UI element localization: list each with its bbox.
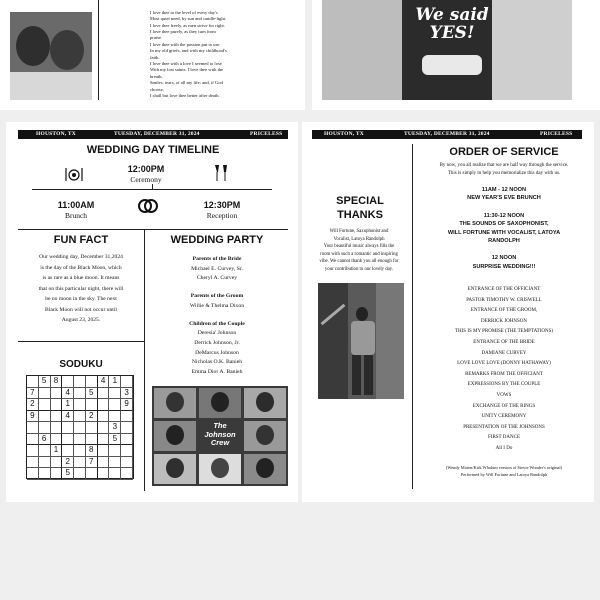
service-item: ENTRANCE OF THE OFFICIANT xyxy=(467,287,541,292)
sudoku-cell: 1 xyxy=(51,445,63,457)
sudoku-cell xyxy=(86,434,98,446)
service-item: EXPRESSIONS BY THE COUPLE xyxy=(467,382,541,388)
sudoku-cell xyxy=(74,445,86,457)
sudoku-title: SODUKU xyxy=(59,359,103,370)
sudoku-cell xyxy=(74,457,86,469)
service-item: THIS IS MY PROMISE (THE TEMPTATIONS) xyxy=(454,329,554,335)
sudoku-cell xyxy=(86,422,98,434)
service-item: ENTRANCE OF THE GROOM, xyxy=(470,308,538,314)
group-heading: Children of the Couple xyxy=(189,320,245,327)
timeline-label-reception: Reception xyxy=(206,211,238,220)
sudoku-cell xyxy=(98,388,110,400)
timeline-title: WEDDING DAY TIMELINE xyxy=(86,144,220,156)
service-item: FIRST DANCE xyxy=(488,435,520,441)
sudoku-cell xyxy=(51,468,63,480)
sudoku-cell: 2 xyxy=(86,411,98,423)
couple-photo xyxy=(10,12,92,100)
sudoku-cell xyxy=(51,399,63,411)
sudoku-cell xyxy=(86,399,98,411)
timeline-label-brunch: Brunch xyxy=(64,211,88,220)
timeline-time-ceremony: 12:00PM xyxy=(127,164,165,174)
top-left-page xyxy=(0,0,305,110)
timeline-tick xyxy=(152,184,153,190)
service-item: PRESENTATION OF THE JOHNSONS xyxy=(463,424,545,430)
sudoku-cell xyxy=(121,457,133,469)
we-said-yes-photo xyxy=(322,0,572,100)
sudoku-cell xyxy=(51,457,63,469)
sudoku-cell: 7 xyxy=(27,388,39,400)
masthead: HOUSTON, TX TUESDAY, DECEMBER 31, 2024 PRICELESS xyxy=(312,130,582,139)
sudoku-cell xyxy=(74,376,86,388)
poem-text: I love thee to the level of every day's Most quiet need, by sun and candle-light. I love thee freely, as men strive for right. I love thee purely, as they turn from praise. I love thee with the passion put to use In my old griefs, and with my childhood's faith. I love thee with a love I seemed to lose With my lost saints. I love thee with the breath, Smiles, tears, of all my life; and, if God choose, I shall but love thee better after death. xyxy=(150,9,227,99)
sudoku-cell xyxy=(74,388,86,400)
rings-icon xyxy=(136,196,160,214)
service-item: VOWS xyxy=(496,392,512,398)
saxophonist-photo xyxy=(318,283,404,399)
sudoku-cell xyxy=(74,411,86,423)
timeline-time-reception: 12:30PM xyxy=(203,200,241,210)
sudoku-cell xyxy=(39,422,51,434)
crew-label: The Johnson Crew xyxy=(204,421,236,447)
fun-fact-text: Our wedding day, December 31,2024 is the day of the Black Moon, which is as rare as a blue moon. It means that on this particular night, there will be no moon in the sky. The next Black Moon will not occur until August 23, 2025. xyxy=(38,254,124,323)
service-item: All I Do xyxy=(495,445,513,451)
service-item: DAMIANE CURVEY xyxy=(481,350,527,356)
sudoku-cell: 5 xyxy=(39,376,51,388)
sudoku-cell xyxy=(62,422,74,434)
sudoku-cell xyxy=(27,445,39,457)
sudoku-cell xyxy=(74,399,86,411)
column-divider xyxy=(144,229,145,491)
sudoku-cell xyxy=(51,434,63,446)
sudoku-cell xyxy=(39,388,51,400)
sudoku-cell xyxy=(86,468,98,480)
column-divider xyxy=(98,0,99,100)
sudoku-cell xyxy=(121,445,133,457)
special-thanks-text: Will Fortune, Saxophonist and Vocalist, Latoya Randolph Your beautiful music always fills the room with such a romantic and inspiring vibe. We cannot thank you all enough for your contribution to our lovely day. xyxy=(319,229,399,272)
sudoku-cell xyxy=(62,434,74,446)
sudoku-cell xyxy=(121,411,133,423)
dining-icon xyxy=(64,166,84,182)
sudoku-cell xyxy=(109,457,121,469)
service-item: DERRICK JOHNSON xyxy=(481,318,527,324)
right-page xyxy=(302,122,594,502)
sudoku-cell: 3 xyxy=(121,388,133,400)
sudoku-cell xyxy=(98,468,110,480)
fun-fact-title: FUN FACT xyxy=(53,234,109,246)
sudoku-cell xyxy=(62,445,74,457)
service-item: ENTRANCE OF THE BRIDE xyxy=(473,339,535,345)
sudoku-cell xyxy=(74,434,86,446)
sudoku-cell xyxy=(98,457,110,469)
sudoku-cell xyxy=(51,388,63,400)
service-item: LOVE LOVE LOVE (DONNY HATHAWAY) xyxy=(457,361,551,367)
sudoku-cell xyxy=(62,376,74,388)
timeline-time-brunch: 11:00AM xyxy=(57,200,95,210)
sudoku-cell: 3 xyxy=(109,422,121,434)
sudoku-cell xyxy=(121,376,133,388)
sudoku-cell xyxy=(109,411,121,423)
timeline-label-ceremony: Ceremony xyxy=(130,175,162,184)
sudoku-cell xyxy=(109,445,121,457)
sudoku-cell xyxy=(39,445,51,457)
sudoku-cell xyxy=(27,434,39,446)
sudoku-cell: 9 xyxy=(27,411,39,423)
group-heading: Parents of the Bride xyxy=(192,256,242,262)
sudoku-cell xyxy=(121,468,133,480)
sudoku-cell: 4 xyxy=(62,411,74,423)
top-right-page xyxy=(312,0,600,110)
sudoku-cell xyxy=(98,399,110,411)
wedding-party-list: Parents of the Bride Michael E. Curvey, Sr. Cheryl A. Curvey Parents of the Groom Willie & Thelma Dixon Children of the Couple Deresia' Johnson Derrick Johnson, Jr. DeMarcus Johnson Nicholas O.K. Banieh Emma Dior A. Banieh xyxy=(146,255,288,378)
sudoku-cell xyxy=(39,411,51,423)
sudoku-cell xyxy=(121,434,133,446)
sudoku-cell: 2 xyxy=(62,457,74,469)
group-heading: Parents of the Groom xyxy=(190,293,244,300)
sudoku-cell xyxy=(27,457,39,469)
column-divider xyxy=(412,144,413,489)
sudoku-cell xyxy=(109,468,121,480)
sudoku-cell: 5 xyxy=(86,388,98,400)
sudoku-grid xyxy=(26,375,134,479)
left-page xyxy=(6,122,298,502)
sudoku-cell: 5 xyxy=(109,434,121,446)
masthead: HOUSTON, TX TUESDAY, DECEMBER 31, 2024 PRICELESS xyxy=(18,130,288,139)
champagne-icon xyxy=(212,163,230,183)
sudoku-cell xyxy=(98,422,110,434)
service-item: REMARKS FROM THE OFFICIANT xyxy=(465,371,543,377)
section-rule xyxy=(18,229,288,230)
sudoku-cell xyxy=(27,422,39,434)
sudoku-cell xyxy=(39,399,51,411)
service-item: PASTOR TIMOTHY W. CRISWELL xyxy=(466,297,542,303)
sudoku-cell: 2 xyxy=(27,399,39,411)
service-footer: (Wendy Moten/Kirk Whalum version of Stevie Wonder's original) Performed by Will Fortune and Latoya Randolph xyxy=(445,465,563,477)
section-rule xyxy=(18,341,144,342)
sudoku-cell: 6 xyxy=(39,434,51,446)
sudoku-cell xyxy=(27,468,39,480)
sudoku-cell xyxy=(74,422,86,434)
sudoku-cell xyxy=(74,468,86,480)
sudoku-cell: 9 xyxy=(121,399,133,411)
sudoku-cell: 7 xyxy=(86,457,98,469)
sudoku-cell xyxy=(86,376,98,388)
service-program xyxy=(414,285,594,455)
service-item: UNITY CEREMONY xyxy=(481,414,527,420)
special-thanks-title: SPECIAL THANKS xyxy=(336,195,384,221)
sudoku-cell xyxy=(121,422,133,434)
sudoku-cell xyxy=(98,434,110,446)
sudoku-cell: 4 xyxy=(98,376,110,388)
sudoku-cell: 1 xyxy=(109,376,121,388)
sudoku-cell: 8 xyxy=(86,445,98,457)
sudoku-cell: 8 xyxy=(51,376,63,388)
sudoku-cell: 5 xyxy=(62,468,74,480)
order-of-service-title: ORDER OF SERVICE xyxy=(449,146,559,158)
sudoku-cell xyxy=(98,445,110,457)
johnson-crew-collage xyxy=(152,386,288,486)
sudoku-cell xyxy=(39,468,51,480)
sudoku-cell: 4 xyxy=(62,388,74,400)
we-said-yes-sign: We said YES! xyxy=(415,5,489,43)
service-intro: By now, you all realize that we are half way through the service. This is simply to help you memorialize this day with us. xyxy=(439,163,569,176)
service-item: EXCHANGE OF THE RINGS xyxy=(472,403,536,409)
sudoku-cell xyxy=(51,422,63,434)
service-highlights: 11AM - 12 NOON NEW YEAR'S EVE BRUNCH 11:30-12 NOON THE SOUNDS OF SAXOPHONIST, WILL FORTUNE WITH VOCALIST, LATOYA RANDOLPH 12 NOON SURPRISE WEDDING!!! xyxy=(447,187,561,270)
sudoku-cell xyxy=(109,399,121,411)
sudoku-cell xyxy=(27,376,39,388)
wedding-party-title: WEDDING PARTY xyxy=(170,234,264,246)
sudoku-cell: 1 xyxy=(62,399,74,411)
sudoku-cell xyxy=(51,411,63,423)
sudoku-cell xyxy=(39,457,51,469)
sudoku-cell xyxy=(98,411,110,423)
sudoku-cell xyxy=(109,388,121,400)
